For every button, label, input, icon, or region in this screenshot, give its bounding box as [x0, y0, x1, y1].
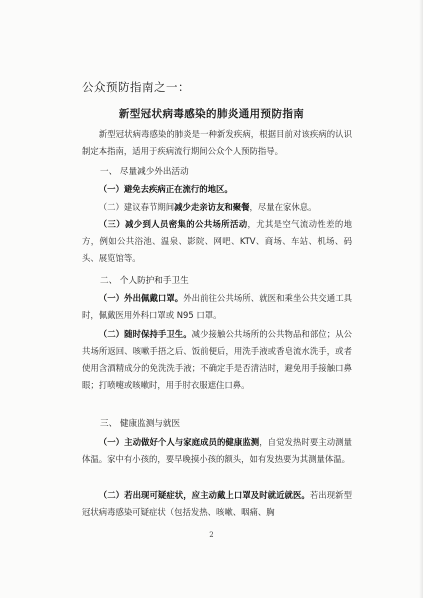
heading-personal-protection: 二、 个人防护和手卫生: [100, 276, 189, 286]
item-wear-mask: [82, 290, 352, 324]
page-number: 2: [209, 531, 214, 539]
item-reduce-visits: [82, 199, 352, 216]
item-bold-text: 随时保持手卫生。: [124, 329, 192, 339]
item-health-monitoring: [82, 434, 352, 468]
heading-health-monitoring: 三、 健康监测与就医: [100, 419, 181, 429]
item-number: （一）: [98, 293, 125, 303]
item-text: 若出现新型冠状病毒感染可疑症状（包括发热、咳嗽、咽痛、胸: [82, 490, 353, 517]
heading-reduce-outings: 一、 尽量减少外出活动: [100, 167, 189, 177]
intro-paragraph: 新型冠状病毒感染的肺炎是一种新发疾病，根据目前对该疾病的认识制定本指南，适用于疾病流行期间公众个人预防指导。: [82, 129, 352, 156]
item-avoid-crowded-places: [82, 216, 352, 267]
item-bold-text: 减少到人员密集的公共场所活动: [125, 219, 248, 229]
item-text: 外出前往公共场所、就医和乘坐公共交通工具时，佩戴医用外科口罩或 N95 口罩。: [82, 293, 353, 320]
item-number: （一）: [98, 184, 124, 194]
item-number: （二）: [98, 329, 125, 339]
item-text: ，自觉发热时要主动测量体温。家中有小孩的，要早晚摸小孩的额头，如有发热要为其测量体温。: [82, 437, 353, 464]
item-bold-text: 减少走亲访友和聚餐: [174, 202, 250, 212]
item-text: 建议春节期间: [123, 202, 175, 212]
item-text: ，尤其是空气流动性差的地方，例如公共浴池、温泉、影院、网吧、KTV、商场、车站、机场、码头、展览馆等。: [82, 219, 353, 263]
item-number: （二）: [98, 202, 124, 212]
item-bold-text: 若出现可疑症状，应主动戴上口罩及时就近就医。: [124, 490, 310, 500]
item-hand-hygiene: [82, 326, 352, 394]
item-avoid-epidemic-areas: [82, 181, 352, 198]
item-number: （三）: [98, 219, 126, 229]
item-text: 减少接触公共场所的公共物品和部位；从公共场所返回、咳嗽手捂之后、饭前便后，用洗手液或香皂流水洗手，或者使用含酒精成分的免洗洗手液；不确定手是否清洁时，避免用手接触口鼻眼；打喷嚏或咳嗽时，用手肘衣服遮住口鼻。: [82, 329, 353, 390]
document-title: 新型冠状病毒感染的肺炎通用预防指南: [118, 108, 305, 120]
item-bold-text: 主动做好个人与家庭成员的健康监测: [124, 437, 260, 447]
item-number: （二）: [98, 490, 125, 500]
item-number: （一）: [98, 437, 125, 447]
item-bold-text: 外出佩戴口罩。: [124, 293, 184, 303]
item-bold-text: 避免去疾病正在流行的地区。: [123, 184, 233, 194]
scan-edge-shadow: [419, 0, 423, 598]
item-text: ，尽量在家休息。: [249, 202, 317, 212]
section-title: 公众预防指南之一：: [82, 80, 190, 94]
item-seek-medical-care: [82, 487, 352, 521]
